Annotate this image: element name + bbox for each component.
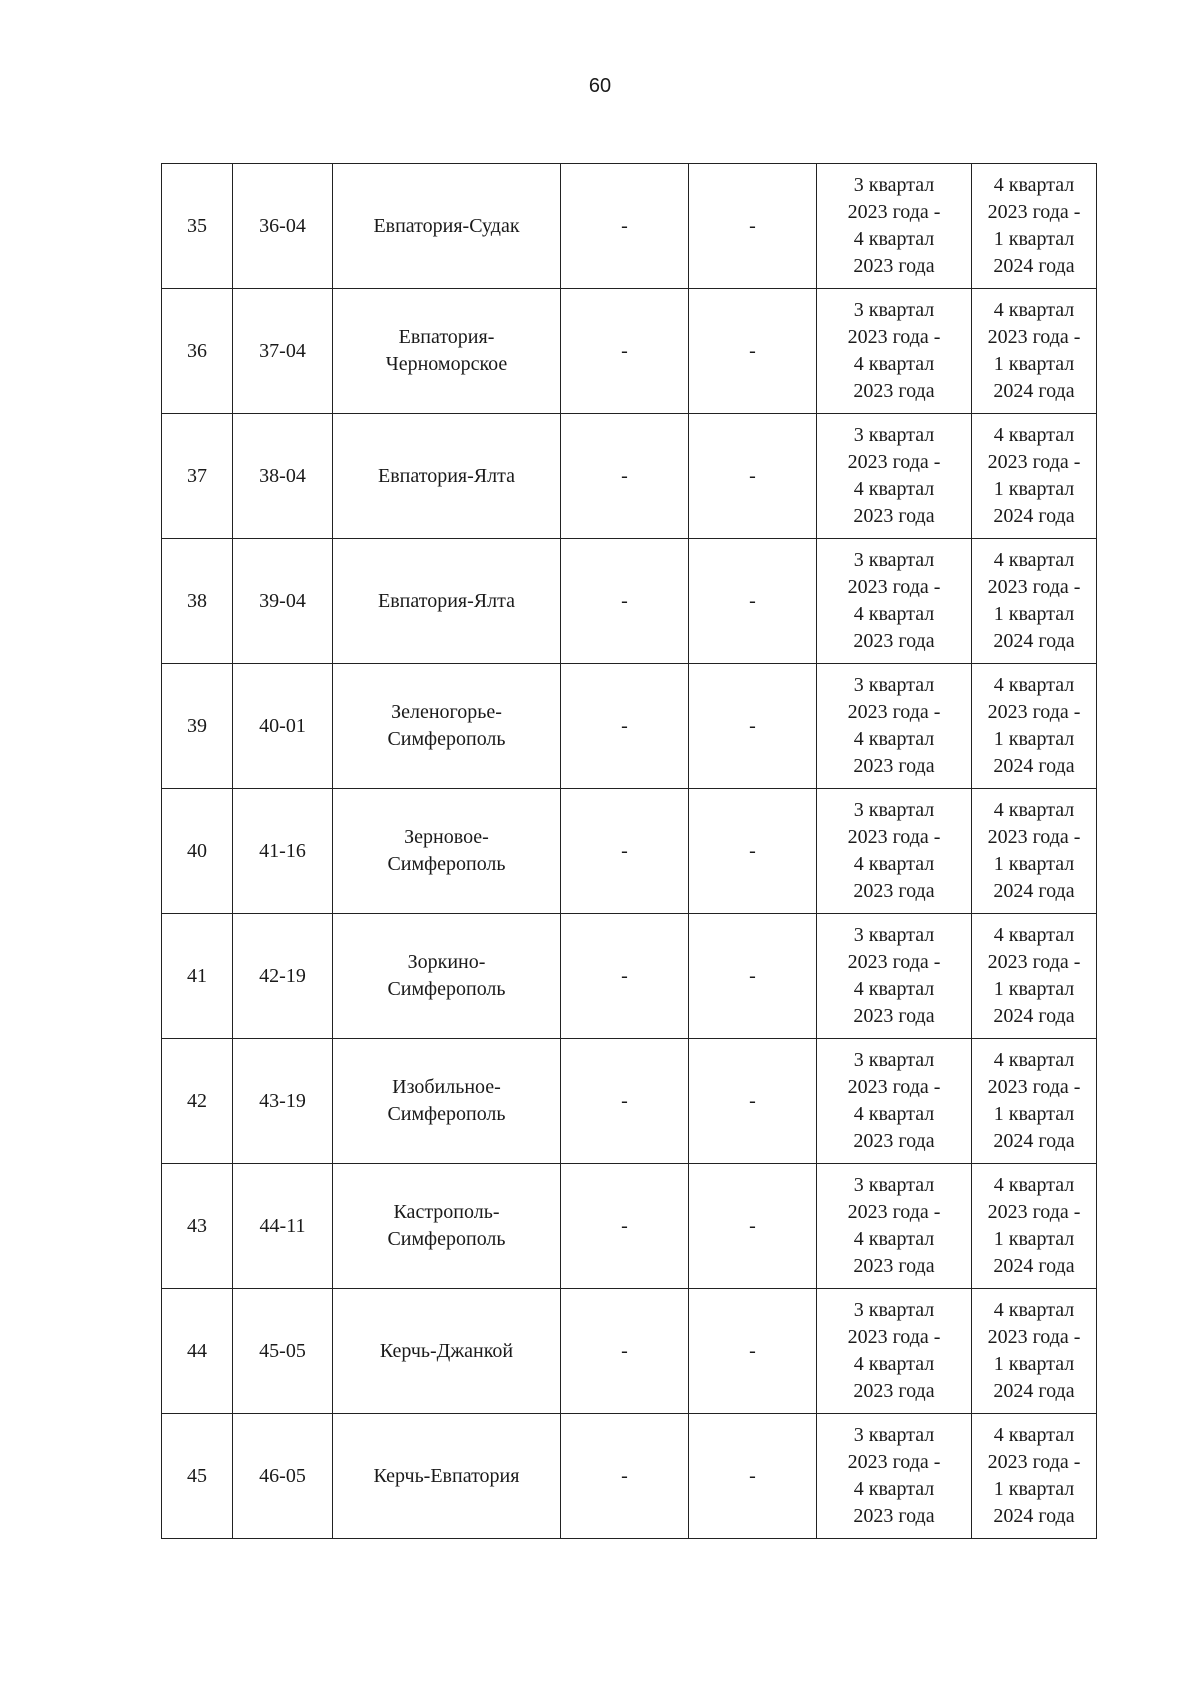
route-name: Евпатория-Ялта [333,539,561,664]
period-end: 4 квартал 2023 года - 1 квартал 2024 года [972,1414,1097,1539]
route-name: Евпатория- Черноморское [333,289,561,414]
dash-cell: - [561,539,689,664]
table-row [162,1414,1097,1539]
route-name: Керчь-Евпатория [333,1414,561,1539]
route-name: Евпатория-Ялта [333,414,561,539]
route-code: 46-05 [233,1414,333,1539]
period-start: 3 квартал 2023 года - 4 квартал 2023 года [817,1164,972,1289]
period-start: 3 квартал 2023 года - 4 квартал 2023 года [817,914,972,1039]
dash-cell: - [561,1289,689,1414]
table-row [162,1039,1097,1164]
table-row [162,539,1097,664]
dash-cell: - [689,1289,817,1414]
period-end: 4 квартал 2023 года - 1 квартал 2024 года [972,914,1097,1039]
dash-cell: - [689,914,817,1039]
table-row [162,1289,1097,1414]
period-end: 4 квартал 2023 года - 1 квартал 2024 года [972,289,1097,414]
route-code: 45-05 [233,1289,333,1414]
table-row [162,414,1097,539]
row-number: 38 [162,539,233,664]
row-number: 37 [162,414,233,539]
dash-cell: - [689,664,817,789]
dash-cell: - [689,789,817,914]
dash-cell: - [561,789,689,914]
period-start: 3 квартал 2023 года - 4 квартал 2023 года [817,289,972,414]
row-number: 39 [162,664,233,789]
period-start: 3 квартал 2023 года - 4 квартал 2023 года [817,414,972,539]
dash-cell: - [561,1164,689,1289]
route-code: 43-19 [233,1039,333,1164]
period-start: 3 квартал 2023 года - 4 квартал 2023 года [817,664,972,789]
period-end: 4 квартал 2023 года - 1 квартал 2024 года [972,1164,1097,1289]
route-name: Изобильное- Симферополь [333,1039,561,1164]
route-code: 37-04 [233,289,333,414]
dash-cell: - [689,1164,817,1289]
period-start: 3 квартал 2023 года - 4 квартал 2023 года [817,789,972,914]
period-end: 4 квартал 2023 года - 1 квартал 2024 года [972,664,1097,789]
row-number: 42 [162,1039,233,1164]
dash-cell: - [689,164,817,289]
dash-cell: - [689,289,817,414]
page-number: 60 [588,75,612,97]
table-row [162,914,1097,1039]
row-number: 43 [162,1164,233,1289]
route-name: Евпатория-Судак [333,164,561,289]
period-end: 4 квартал 2023 года - 1 квартал 2024 года [972,789,1097,914]
dash-cell: - [561,1039,689,1164]
table-row [162,1164,1097,1289]
route-code: 38-04 [233,414,333,539]
table-row [162,664,1097,789]
route-schedule-table [161,163,1097,1539]
period-start: 3 квартал 2023 года - 4 квартал 2023 года [817,539,972,664]
dash-cell: - [561,1414,689,1539]
dash-cell: - [689,1414,817,1539]
route-code: 44-11 [233,1164,333,1289]
dash-cell: - [689,414,817,539]
route-name: Кастрополь- Симферополь [333,1164,561,1289]
period-start: 3 квартал 2023 года - 4 квартал 2023 года [817,164,972,289]
period-end: 4 квартал 2023 года - 1 квартал 2024 года [972,1039,1097,1164]
route-code: 42-19 [233,914,333,1039]
period-start: 3 квартал 2023 года - 4 квартал 2023 года [817,1414,972,1539]
period-end: 4 квартал 2023 года - 1 квартал 2024 года [972,539,1097,664]
row-number: 36 [162,289,233,414]
dash-cell: - [561,664,689,789]
route-name: Керчь-Джанкой [333,1289,561,1414]
dash-cell: - [561,914,689,1039]
dash-cell: - [561,414,689,539]
dash-cell: - [689,1039,817,1164]
dash-cell: - [689,539,817,664]
dash-cell: - [561,289,689,414]
row-number: 45 [162,1414,233,1539]
route-name: Зеленогорье- Симферополь [333,664,561,789]
route-name: Зерновое- Симферополь [333,789,561,914]
period-end: 4 квартал 2023 года - 1 квартал 2024 года [972,164,1097,289]
route-code: 39-04 [233,539,333,664]
table-row [162,164,1097,289]
route-code: 36-04 [233,164,333,289]
route-name: Зоркино- Симферополь [333,914,561,1039]
row-number: 40 [162,789,233,914]
row-number: 41 [162,914,233,1039]
row-number: 44 [162,1289,233,1414]
table-row [162,289,1097,414]
route-code: 41-16 [233,789,333,914]
period-start: 3 квартал 2023 года - 4 квартал 2023 года [817,1039,972,1164]
table-body [162,164,1097,1539]
route-code: 40-01 [233,664,333,789]
table-row [162,789,1097,914]
period-end: 4 квартал 2023 года - 1 квартал 2024 года [972,414,1097,539]
dash-cell: - [561,164,689,289]
row-number: 35 [162,164,233,289]
period-start: 3 квартал 2023 года - 4 квартал 2023 года [817,1289,972,1414]
period-end: 4 квартал 2023 года - 1 квартал 2024 года [972,1289,1097,1414]
